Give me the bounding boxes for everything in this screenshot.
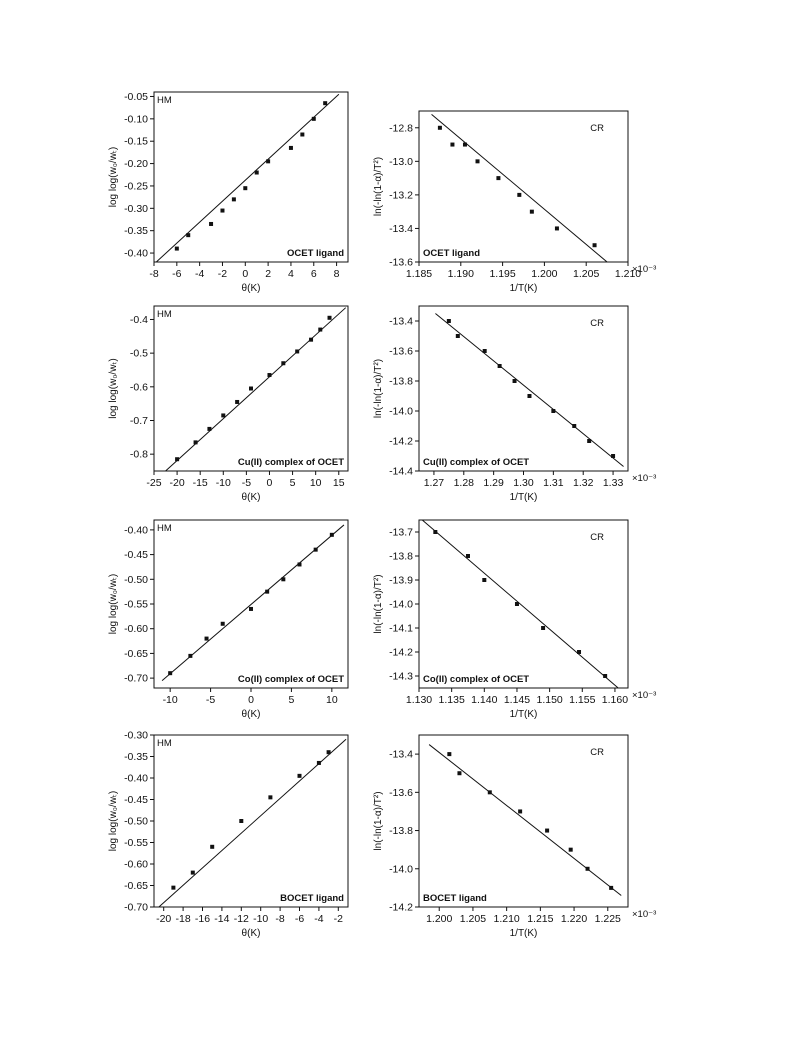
x-tick-label: 1.210 xyxy=(614,268,642,280)
data-point xyxy=(194,440,198,444)
y-tick-label: -13.0 xyxy=(389,155,413,168)
x-tick-label: -5 xyxy=(241,477,252,489)
data-point xyxy=(577,650,581,654)
panel-cr-ocet-ligand xyxy=(373,111,656,294)
data-point xyxy=(289,146,293,150)
x-tick-label: 15 xyxy=(332,477,345,489)
y-tick-label: -13.4 xyxy=(389,315,413,328)
x-tick-label: -6 xyxy=(172,268,182,280)
x-tick-label: -12 xyxy=(233,913,249,925)
data-point xyxy=(210,845,214,849)
x-axis-title: 1/T(K) xyxy=(509,709,538,720)
compound-caption: Co(II) complex of OCET xyxy=(237,674,344,685)
x-tick-label: 6 xyxy=(310,268,317,280)
x-axis-multiplier: ×10⁻³ xyxy=(632,909,657,920)
data-point xyxy=(447,319,451,323)
y-axis-title: log log(w₀/wₜ) xyxy=(108,573,119,635)
x-tick-label: 0 xyxy=(242,268,249,280)
x-axis-multiplier: ×10⁻³ xyxy=(632,473,657,484)
y-tick-label: -14.2 xyxy=(389,901,413,914)
x-tick-label: 5 xyxy=(289,477,296,489)
data-point xyxy=(569,848,573,852)
x-tick-label: -8 xyxy=(149,268,159,280)
y-tick-label: -0.55 xyxy=(124,837,148,849)
data-point xyxy=(186,233,190,237)
compound-caption: Cu(II) complex of OCET xyxy=(237,457,344,468)
y-tick-label: -0.70 xyxy=(124,672,148,685)
method-tag: HM xyxy=(157,95,172,106)
x-tick-label: -14 xyxy=(214,913,230,925)
x-tick-label: 1.150 xyxy=(536,694,563,706)
y-tick-label: -0.70 xyxy=(124,901,148,914)
y-tick-label: -0.5 xyxy=(129,347,148,360)
y-axis-title: ln(-ln(1-α)/T²) xyxy=(373,358,384,419)
x-tick-label: 10 xyxy=(309,477,322,489)
y-tick-label: -0.50 xyxy=(124,815,148,828)
y-tick-label: -0.35 xyxy=(124,751,148,763)
data-point xyxy=(220,209,224,213)
x-tick-label: 1.195 xyxy=(489,268,516,280)
x-tick-label: -2 xyxy=(333,913,343,925)
x-axis-multiplier: ×10⁻³ xyxy=(632,264,657,275)
x-tick-label: 1.190 xyxy=(447,268,474,280)
data-point xyxy=(603,674,607,678)
x-tick-label: 1.205 xyxy=(459,913,487,925)
fit-line xyxy=(435,314,623,467)
data-point xyxy=(457,771,461,775)
fit-line xyxy=(156,94,339,262)
data-point xyxy=(527,394,531,398)
x-tick-label: -25 xyxy=(146,477,162,489)
y-axis-title: log log(w₀/wₜ) xyxy=(108,358,119,419)
x-axis-title: 1/T(K) xyxy=(509,492,538,503)
data-point xyxy=(232,197,236,201)
y-tick-label: -0.45 xyxy=(124,794,148,806)
y-tick-label: -0.8 xyxy=(129,448,148,461)
x-tick-label: 1.28 xyxy=(453,477,475,489)
panel-cr-co-ocet xyxy=(373,520,656,720)
compound-caption: BOCET ligand xyxy=(423,893,487,904)
data-point xyxy=(298,562,302,566)
y-tick-label: -0.40 xyxy=(124,247,148,260)
data-point xyxy=(207,427,211,431)
data-point xyxy=(438,126,442,130)
data-point xyxy=(328,316,332,320)
y-tick-label: -0.10 xyxy=(124,113,148,126)
data-point xyxy=(209,222,213,226)
y-tick-label: -14.0 xyxy=(389,405,413,418)
data-point xyxy=(221,622,225,626)
plot-frame xyxy=(154,735,348,907)
data-point xyxy=(555,226,559,230)
data-point xyxy=(266,159,270,163)
y-tick-label: -14.2 xyxy=(389,646,413,659)
x-tick-label: 1.130 xyxy=(405,694,433,706)
data-point xyxy=(572,424,576,428)
method-tag: HM xyxy=(157,523,172,534)
data-point xyxy=(593,243,597,247)
y-tick-label: -13.6 xyxy=(389,345,413,358)
data-point xyxy=(191,871,195,875)
method-tag: CR xyxy=(590,123,604,134)
panel-cr-bocet-ligand xyxy=(373,735,656,939)
y-tick-label: -0.15 xyxy=(124,135,148,148)
x-tick-label: -18 xyxy=(175,913,191,925)
data-point xyxy=(281,577,285,581)
x-tick-label: -4 xyxy=(314,913,324,925)
x-tick-label: 0 xyxy=(248,694,254,706)
x-tick-label: -8 xyxy=(275,913,285,925)
x-tick-label: -6 xyxy=(294,913,305,925)
x-tick-label: 1.205 xyxy=(573,268,600,280)
data-point xyxy=(175,457,179,461)
fit-line xyxy=(432,114,608,262)
x-tick-label: 1.135 xyxy=(438,694,465,706)
y-tick-label: -14.2 xyxy=(389,435,413,448)
y-tick-label: -14.0 xyxy=(389,598,413,611)
data-point xyxy=(314,548,318,552)
fit-line xyxy=(429,745,621,896)
y-tick-label: -0.35 xyxy=(124,225,148,238)
y-tick-label: -13.7 xyxy=(389,526,413,539)
panel-hm-cu-ocet xyxy=(108,306,348,503)
x-axis-title: θ(K) xyxy=(241,709,261,720)
y-tick-label: -0.25 xyxy=(124,180,148,193)
panel-hm-co-ocet xyxy=(108,520,348,720)
data-point xyxy=(530,210,534,214)
y-axis-title: ln(-ln(1-α)/T²) xyxy=(373,791,384,851)
data-point xyxy=(498,364,502,368)
compound-caption: Cu(II) complex of OCET xyxy=(423,457,530,468)
method-tag: HM xyxy=(157,309,172,320)
data-point xyxy=(267,373,271,377)
y-tick-label: -0.60 xyxy=(124,623,148,636)
data-point xyxy=(476,159,480,163)
x-tick-label: -10 xyxy=(215,477,231,489)
data-point xyxy=(496,176,500,180)
y-tick-label: -13.4 xyxy=(389,222,413,235)
plot-frame xyxy=(419,520,628,688)
x-tick-label: 0 xyxy=(266,477,273,489)
data-point xyxy=(327,750,331,754)
data-point xyxy=(298,774,302,778)
x-tick-label: 8 xyxy=(333,268,340,280)
x-tick-label: 5 xyxy=(288,694,295,706)
panel-cr-cu-ocet xyxy=(373,306,656,503)
data-point xyxy=(281,361,285,365)
data-point xyxy=(188,654,192,658)
panel-hm-ocet-ligand xyxy=(108,91,348,294)
y-tick-label: -14.3 xyxy=(389,670,413,683)
x-tick-label: 1.145 xyxy=(503,694,531,706)
data-point xyxy=(517,193,521,197)
data-point xyxy=(205,637,209,641)
y-tick-label: -13.8 xyxy=(389,375,413,388)
data-point xyxy=(488,790,492,794)
plot-frame xyxy=(419,306,628,471)
method-tag: CR xyxy=(590,318,604,329)
y-axis-title: ln(-ln(1-α)/T²) xyxy=(373,156,384,217)
compound-caption: OCET ligand xyxy=(287,248,344,259)
x-tick-label: -10 xyxy=(253,913,269,925)
y-tick-label: -14.0 xyxy=(389,863,413,876)
x-tick-label: 1.31 xyxy=(543,477,564,489)
x-tick-label: -10 xyxy=(162,694,178,706)
data-point xyxy=(249,607,253,611)
data-point xyxy=(482,578,486,582)
compound-caption: Co(II) complex of OCET xyxy=(423,674,530,685)
fit-line xyxy=(166,308,346,471)
x-axis-multiplier: ×10⁻³ xyxy=(632,690,657,701)
data-point xyxy=(295,349,299,353)
x-tick-label: 1.200 xyxy=(531,268,558,280)
y-tick-label: -0.50 xyxy=(124,573,148,586)
x-tick-label: 10 xyxy=(325,694,338,706)
x-tick-label: -5 xyxy=(205,694,216,706)
x-tick-label: 1.30 xyxy=(513,477,534,489)
data-point xyxy=(586,867,590,871)
compound-caption: BOCET ligand xyxy=(280,893,344,904)
data-point xyxy=(450,143,454,147)
x-tick-label: 1.210 xyxy=(493,913,520,925)
y-tick-label: -13.6 xyxy=(389,786,413,799)
y-axis-title: log log(w₀/wₜ) xyxy=(108,790,119,852)
data-point xyxy=(312,117,316,121)
x-tick-label: 4 xyxy=(288,268,294,280)
y-tick-label: -0.7 xyxy=(129,414,148,427)
data-point xyxy=(456,334,460,338)
data-point xyxy=(515,602,519,606)
x-axis-title: θ(K) xyxy=(241,492,261,503)
y-tick-label: -0.4 xyxy=(129,313,148,326)
x-tick-label: 1.27 xyxy=(423,477,445,489)
compound-caption: OCET ligand xyxy=(423,248,480,259)
plot-frame xyxy=(154,92,348,262)
data-point xyxy=(551,409,555,413)
x-tick-label: 1.155 xyxy=(569,694,596,706)
data-point xyxy=(545,829,549,833)
data-point xyxy=(466,554,470,558)
data-point xyxy=(463,143,467,147)
method-tag: HM xyxy=(157,738,172,749)
method-tag: CR xyxy=(590,532,604,543)
y-tick-label: -0.30 xyxy=(124,729,148,742)
data-point xyxy=(175,247,179,251)
x-tick-label: -2 xyxy=(217,268,228,280)
y-tick-label: -0.65 xyxy=(124,647,148,660)
data-point xyxy=(168,671,172,675)
x-axis-title: θ(K) xyxy=(241,283,261,294)
y-tick-label: -13.4 xyxy=(389,748,413,761)
panel-hm-bocet-ligand xyxy=(108,730,348,940)
data-point xyxy=(330,533,334,537)
x-tick-label: -4 xyxy=(194,268,205,280)
data-point xyxy=(268,795,272,799)
y-tick-label: -13.6 xyxy=(389,256,413,269)
y-tick-label: -13.9 xyxy=(389,574,413,587)
x-tick-label: 1.29 xyxy=(483,477,504,489)
data-point xyxy=(171,886,175,890)
data-point xyxy=(243,186,247,190)
data-point xyxy=(265,590,269,594)
y-axis-title: log log(w₀/wₜ) xyxy=(108,146,119,208)
x-tick-label: 1.185 xyxy=(405,268,433,280)
data-point xyxy=(239,819,243,823)
x-tick-label: 1.32 xyxy=(572,477,594,489)
x-tick-label: 1.220 xyxy=(560,913,588,925)
x-tick-label: 2 xyxy=(265,268,272,280)
y-tick-label: -13.8 xyxy=(389,825,413,838)
x-tick-label: 1.33 xyxy=(602,477,624,489)
x-tick-label: 1.140 xyxy=(471,694,498,706)
y-tick-label: -0.55 xyxy=(124,598,148,611)
data-point xyxy=(433,530,437,534)
y-tick-label: -13.2 xyxy=(389,189,413,202)
x-axis-title: 1/T(K) xyxy=(509,283,538,294)
y-tick-label: -14.1 xyxy=(389,622,413,635)
x-tick-label: 1.215 xyxy=(527,913,554,925)
y-tick-label: -0.20 xyxy=(124,158,148,171)
y-tick-label: -14.4 xyxy=(389,465,413,478)
y-tick-label: -13.8 xyxy=(389,550,413,563)
data-point xyxy=(221,413,225,417)
data-point xyxy=(309,338,313,342)
data-point xyxy=(323,101,327,105)
data-point xyxy=(318,328,322,332)
y-tick-label: -0.6 xyxy=(129,381,148,394)
x-axis-title: θ(K) xyxy=(241,928,261,939)
y-tick-label: -0.05 xyxy=(124,90,148,103)
data-point xyxy=(300,133,304,137)
x-tick-label: -20 xyxy=(169,477,185,489)
x-axis-title: 1/T(K) xyxy=(509,928,538,939)
x-tick-label: -20 xyxy=(156,913,172,925)
data-point xyxy=(518,809,522,813)
y-tick-label: -12.8 xyxy=(389,122,413,135)
x-tick-label: -15 xyxy=(192,477,208,489)
data-point xyxy=(235,400,239,404)
y-tick-label: -0.40 xyxy=(124,772,148,785)
method-tag: CR xyxy=(590,747,604,758)
y-tick-label: -0.60 xyxy=(124,858,148,871)
y-tick-label: -0.30 xyxy=(124,202,148,215)
fit-line xyxy=(422,520,618,688)
x-tick-label: 1.160 xyxy=(601,694,629,706)
data-point xyxy=(587,439,591,443)
data-point xyxy=(513,379,517,383)
x-tick-label: 1.200 xyxy=(426,913,453,925)
data-point xyxy=(611,454,615,458)
y-axis-title: ln(-ln(1-α)/T²) xyxy=(373,574,384,634)
y-tick-label: -0.45 xyxy=(124,549,148,562)
y-tick-label: -0.40 xyxy=(124,524,148,537)
x-tick-label: -16 xyxy=(194,913,211,925)
y-tick-label: -0.65 xyxy=(124,880,148,892)
data-point xyxy=(609,886,613,890)
data-point xyxy=(541,626,545,630)
data-point xyxy=(483,349,487,353)
x-tick-label: 1.225 xyxy=(594,913,621,925)
data-point xyxy=(249,387,253,391)
data-point xyxy=(317,761,321,765)
data-point xyxy=(255,171,259,175)
data-point xyxy=(447,752,451,756)
